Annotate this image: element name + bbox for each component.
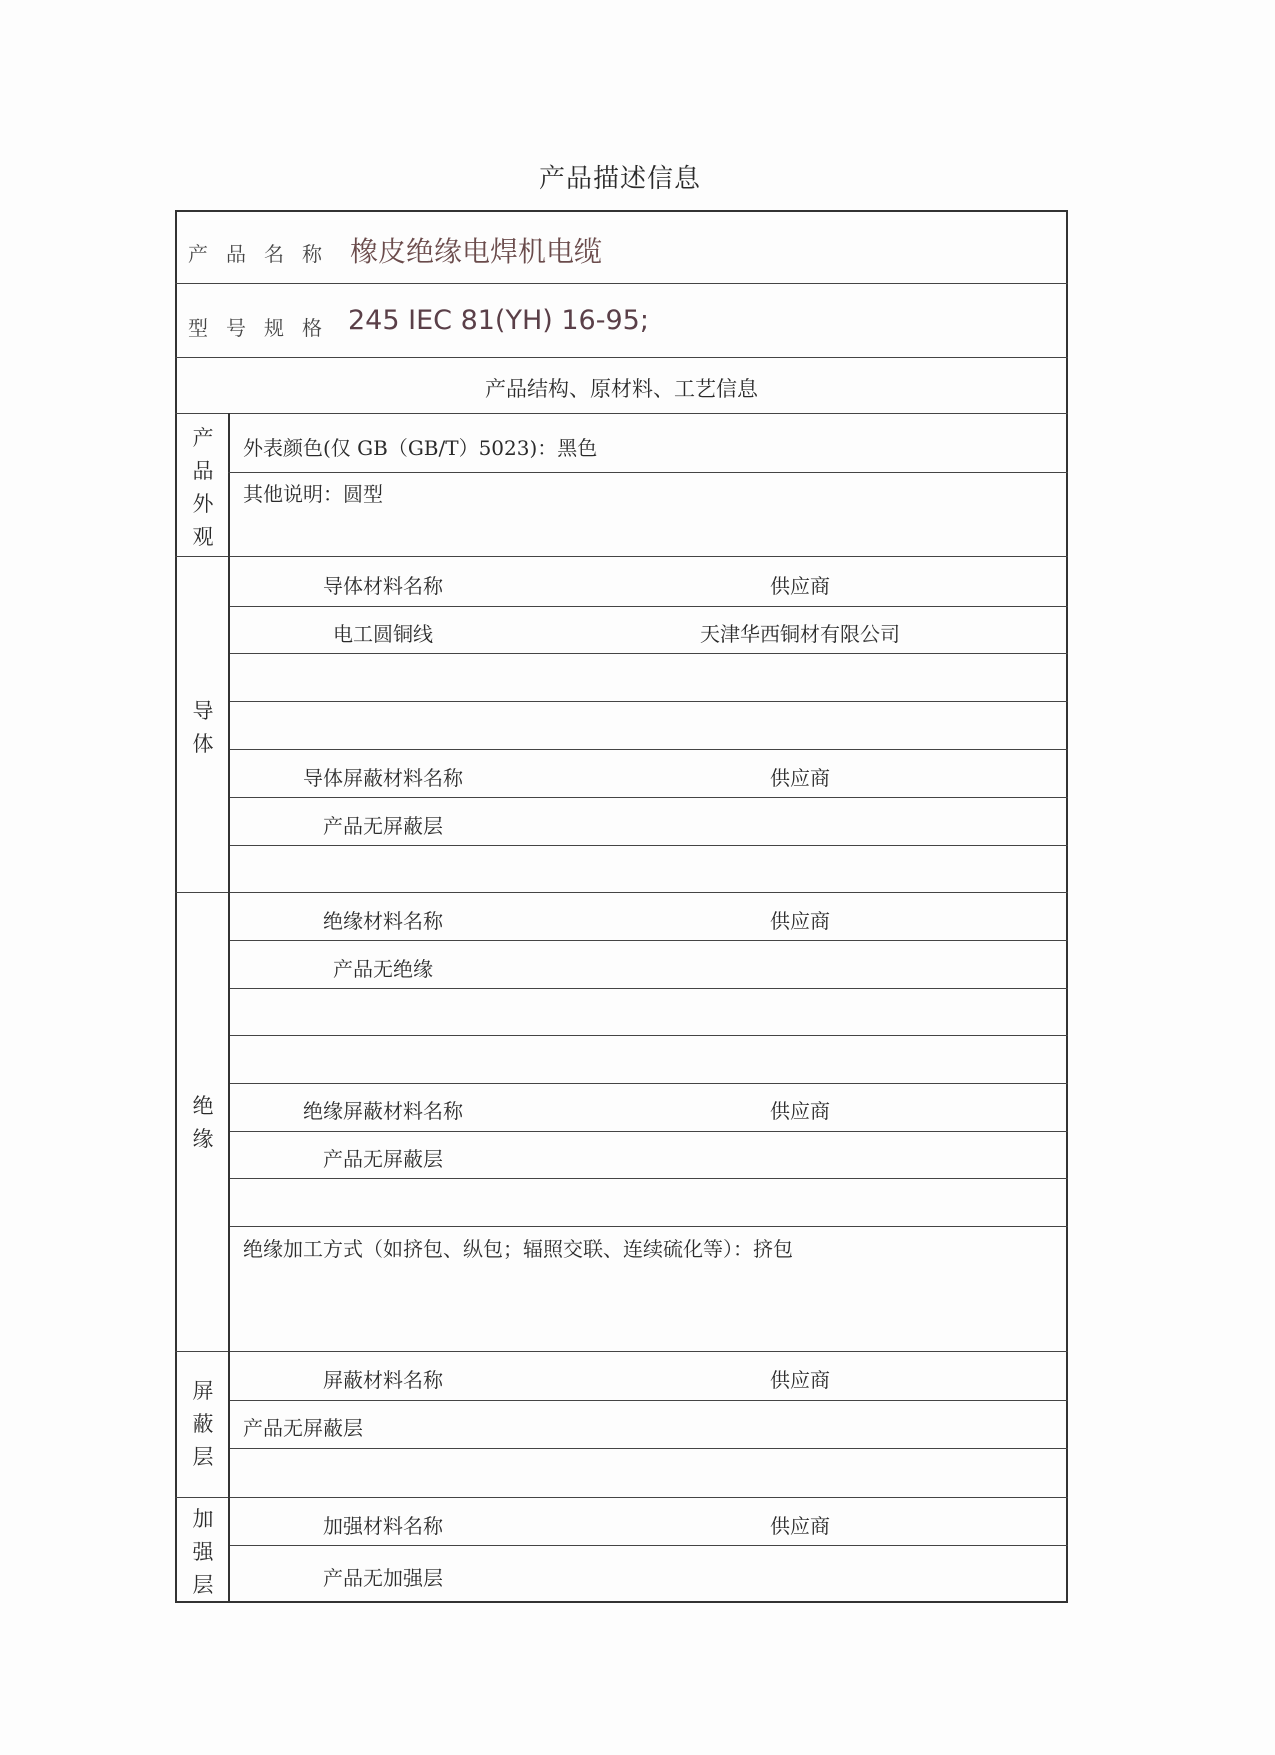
insulation-process: 绝缘加工方式（如挤包、纵包；辐照交联、连续硫化等）：挤包	[243, 1237, 793, 1261]
row-divider	[230, 1083, 1068, 1084]
reinforcement-section-label: 加强层	[192, 1507, 214, 1597]
row-divider	[175, 556, 1068, 557]
row-divider	[230, 653, 1068, 654]
conductor-shield-supplier-header: 供应商	[770, 766, 830, 790]
row-divider	[230, 606, 1068, 607]
conductor-supplier-header: 供应商	[770, 574, 830, 598]
shield-material: 产品无屏蔽层	[243, 1416, 363, 1440]
row-divider	[230, 1131, 1068, 1132]
appearance-other: 其他说明：圆型	[243, 482, 383, 506]
conductor-shield-material: 产品无屏蔽层	[323, 814, 443, 838]
conductor-material: 电工圆铜线	[333, 622, 433, 646]
insulation-material-header: 绝缘材料名称	[323, 909, 443, 933]
row-divider	[175, 1351, 1068, 1352]
row-divider	[175, 1497, 1068, 1498]
reinforcement-material-header: 加强材料名称	[323, 1514, 443, 1538]
row-divider	[230, 845, 1068, 846]
row-divider	[230, 701, 1068, 702]
row-divider	[230, 988, 1068, 989]
shield-supplier-header: 供应商	[770, 1368, 830, 1392]
model-spec-label: 型号规格	[188, 316, 340, 340]
row-divider	[175, 413, 1068, 414]
shield-material-header: 屏蔽材料名称	[323, 1368, 443, 1392]
column-divider	[228, 413, 230, 1603]
appearance-color: 外表颜色(仅 GB（GB/T）5023)：黑色	[243, 436, 598, 460]
row-divider	[230, 1226, 1068, 1227]
insulation-shield-material: 产品无屏蔽层	[323, 1147, 443, 1171]
row-divider	[175, 892, 1068, 893]
conductor-shield-header: 导体屏蔽材料名称	[303, 766, 463, 790]
reinforcement-supplier-header: 供应商	[770, 1514, 830, 1538]
row-divider	[230, 1545, 1068, 1546]
insulation-material: 产品无绝缘	[333, 957, 433, 981]
product-name-label: 产品名称	[188, 242, 340, 266]
row-divider	[230, 940, 1068, 941]
product-name-value: 橡皮绝缘电焊机电缆	[350, 235, 603, 268]
row-divider	[230, 1448, 1068, 1449]
structure-title: 产品结构、原材料、工艺信息	[485, 377, 758, 401]
row-divider	[230, 1400, 1068, 1401]
conductor-material-header: 导体材料名称	[323, 574, 443, 598]
conductor-supplier: 天津华西铜材有限公司	[700, 622, 900, 646]
conductor-section-label: 导体	[192, 699, 214, 756]
insulation-supplier-header: 供应商	[770, 909, 830, 933]
row-divider	[175, 283, 1068, 284]
appearance-section-label: 产品外观	[192, 426, 214, 549]
model-spec-value: 245 IEC 81(YH) 16-95;	[348, 305, 649, 336]
insulation-section-label: 绝缘	[192, 1094, 214, 1151]
row-divider	[230, 797, 1068, 798]
row-divider	[230, 749, 1068, 750]
document-title: 产品描述信息	[538, 164, 701, 194]
row-divider	[230, 1178, 1068, 1179]
row-divider	[228, 472, 1068, 473]
shield-section-label: 屏蔽层	[192, 1379, 214, 1469]
insulation-shield-supplier-header: 供应商	[770, 1099, 830, 1123]
row-divider	[175, 357, 1068, 358]
row-divider	[230, 1035, 1068, 1036]
reinforcement-material: 产品无加强层	[323, 1566, 443, 1590]
insulation-shield-header: 绝缘屏蔽材料名称	[303, 1099, 463, 1123]
